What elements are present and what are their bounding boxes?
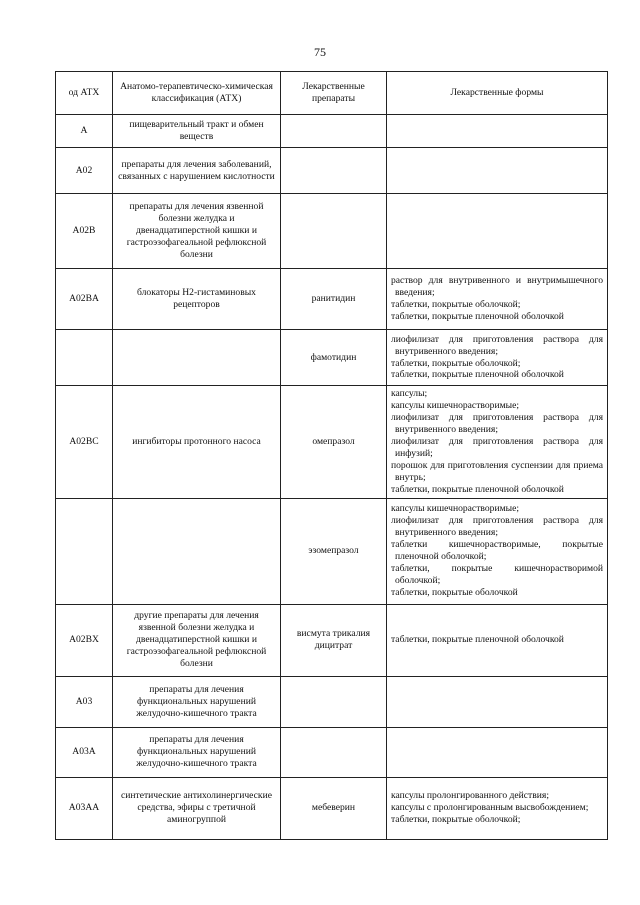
drug-name-cell	[281, 194, 387, 269]
dosage-form-item: лиофилизат для приготовления раствора для внутривенного введения;	[391, 515, 603, 539]
classification-cell: препараты для лечения функциональных нарушений желудочно-кишечного тракта	[113, 676, 281, 727]
atx-code-cell: A02BX	[56, 604, 113, 676]
dosage-forms-cell	[387, 148, 608, 194]
header-forms: Лекарственные формы	[387, 72, 608, 115]
dosage-forms-cell	[387, 777, 608, 839]
atx-code-cell: A02	[56, 148, 113, 194]
dosage-form-item: таблетки, покрытые пленочной оболочкой	[391, 483, 564, 495]
page-number: 75	[314, 45, 326, 59]
table-row	[56, 604, 608, 676]
table-body	[56, 115, 608, 840]
dosage-forms-cell	[387, 269, 608, 330]
dosage-form-item: капсулы;	[391, 388, 428, 399]
dosage-form-item: капсулы пролонгированного действия;	[391, 790, 549, 802]
table-row	[56, 194, 608, 269]
classification-cell: ингибиторы протонного насоса	[113, 386, 281, 499]
table-row	[56, 498, 608, 604]
header-drugs: Лекарственные препараты	[281, 72, 387, 115]
atx-code-cell: A02B	[56, 194, 113, 269]
dosage-form-item: таблетки, покрытые оболочкой;	[391, 299, 521, 310]
drug-name-cell	[281, 676, 387, 727]
dosage-form-item: раствор для внутривенного и внутримышечного введения;	[391, 275, 603, 299]
classification-cell: препараты для лечения заболеваний, связанных с нарушением кислотности	[113, 148, 281, 194]
dosage-form-item: таблетки, покрытые оболочкой	[391, 587, 518, 599]
header-classification: Анатомо-терапевтическо-химическая классификация (АТХ)	[113, 72, 281, 115]
dosage-form-item: таблетки, покрытые пленочной оболочкой	[391, 634, 564, 646]
classification-cell: синтетические антихолинергические средства, эфиры с третичной аминогруппой	[113, 777, 281, 839]
dosage-forms-cell	[387, 330, 608, 386]
dosage-forms-cell	[387, 386, 608, 499]
table-header-row	[56, 72, 608, 115]
dosage-form-item: таблетки, покрытые пленочной оболочкой	[391, 310, 564, 322]
atx-code-cell	[56, 498, 113, 604]
table-row	[56, 727, 608, 777]
dosage-form-item: таблетки, покрытые пленочной оболочкой	[391, 369, 564, 381]
drug-name-cell: висмута трикалия дицитрат	[281, 604, 387, 676]
dosage-forms-cell	[387, 727, 608, 777]
drug-name-cell: фамотидин	[281, 330, 387, 386]
table-row	[56, 676, 608, 727]
atx-code-cell: A03A	[56, 727, 113, 777]
atx-code-cell: A03	[56, 676, 113, 727]
header-code: од АТХ	[56, 72, 113, 115]
drug-name-cell: омепразол	[281, 386, 387, 499]
classification-cell: препараты для лечения язвенной болезни желудка и двенадцатиперстной кишки и гастроэзофагеальной рефлюксной болезни	[113, 194, 281, 269]
drug-name-cell: ранитидин	[281, 269, 387, 330]
drug-name-cell: эзомепразол	[281, 498, 387, 604]
dosage-forms-cell	[387, 604, 608, 676]
drug-name-cell	[281, 727, 387, 777]
table-row	[56, 115, 608, 148]
classification-cell	[113, 498, 281, 604]
dosage-form-item: капсулы кишечнорастворимые;	[391, 399, 520, 411]
dosage-forms-cell	[387, 115, 608, 148]
table-row	[56, 386, 608, 499]
atx-code-cell: А	[56, 115, 113, 148]
atx-code-cell: A02BC	[56, 386, 113, 499]
drug-name-cell: мебеверин	[281, 777, 387, 839]
dosage-form-item: таблетки, покрытые оболочкой;	[391, 814, 521, 826]
atx-code-cell: A02BA	[56, 269, 113, 330]
dosage-forms-cell	[387, 194, 608, 269]
dosage-form-item: лиофилизат для приготовления раствора для внутривенного введения;	[391, 411, 603, 435]
dosage-form-item: лиофилизат для приготовления раствора для внутривенного введения;	[391, 333, 603, 357]
dosage-form-item: таблетки, покрытые оболочкой;	[391, 357, 521, 369]
atx-code-cell: A03AA	[56, 777, 113, 839]
dosage-form-item: лиофилизат для приготовления раствора для инфузий;	[391, 435, 603, 459]
dosage-form-item: капсулы с пролонгированным высвобождением;	[391, 802, 589, 814]
classification-cell: препараты для лечения функциональных нарушений желудочно-кишечного тракта	[113, 727, 281, 777]
classification-cell: другие препараты для лечения язвенной болезни желудка и двенадцатиперстной кишки и гастроэзофагеальной рефлюксной болезни	[113, 604, 281, 676]
drug-name-cell	[281, 148, 387, 194]
table-row	[56, 330, 608, 386]
drug-name-cell	[281, 115, 387, 148]
dosage-forms-cell	[387, 676, 608, 727]
table-row	[56, 148, 608, 194]
atx-table	[55, 71, 608, 840]
classification-cell: блокаторы Н2-гистаминовых рецепторов	[113, 269, 281, 330]
dosage-form-item: капсулы кишечнорастворимые;	[391, 503, 520, 515]
classification-cell: пищеварительный тракт и обмен веществ	[113, 115, 281, 148]
dosage-form-item: порошок для приготовления суспензии для приема внутрь;	[391, 459, 603, 483]
atx-code-cell	[56, 330, 113, 386]
dosage-form-item: таблетки, покрытые кишечнорастворимой оболочкой;	[391, 563, 603, 587]
dosage-form-item: таблетки кишечнорастворимые, покрытые пленочной оболочкой;	[391, 539, 603, 563]
table-row	[56, 777, 608, 839]
table-row	[56, 269, 608, 330]
dosage-forms-cell	[387, 498, 608, 604]
classification-cell	[113, 330, 281, 386]
